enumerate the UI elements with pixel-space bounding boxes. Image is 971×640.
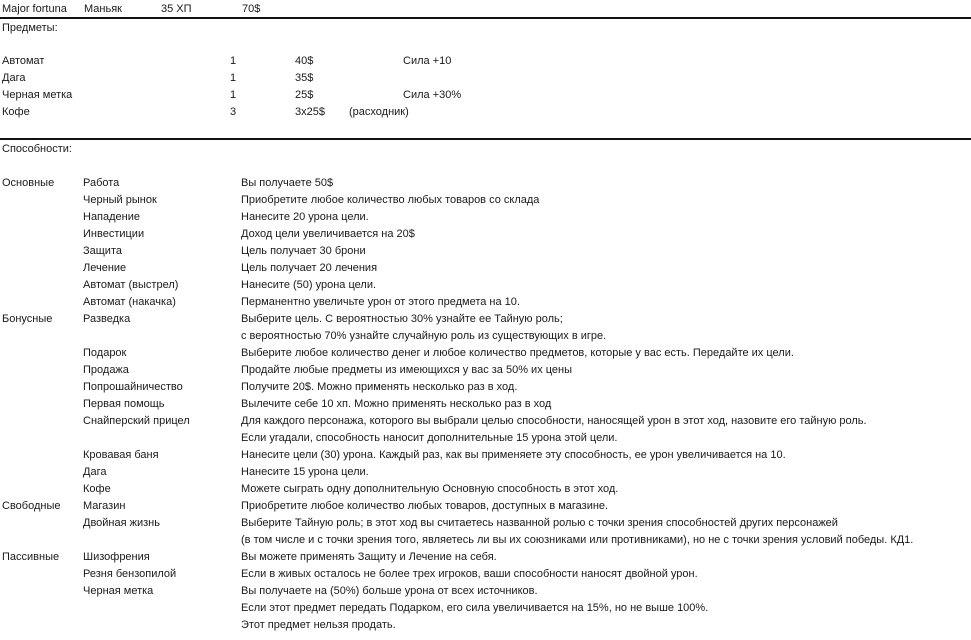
ability-description: Вы можете применять Защиту и Лечение на себя.	[241, 551, 497, 563]
ability-name: Черная метка	[83, 585, 154, 597]
ability-name: Шизофрения	[83, 551, 150, 563]
ability-row	[0, 311, 971, 328]
ability-row	[0, 294, 971, 311]
item-quantity: 3	[230, 106, 237, 118]
item-row	[0, 70, 971, 87]
ability-row	[0, 379, 971, 396]
item-price: 3x25$	[295, 106, 325, 118]
item-row	[0, 87, 971, 104]
item-quantity: 1	[230, 55, 237, 67]
ability-description: Если этот предмет передать Подарком, его сила увеличивается на 15%, но не выше 100%.	[241, 602, 709, 614]
ability-name: Дага	[83, 466, 107, 478]
ability-description: Можете сыграть одну дополнительную Основную способность в этот ход.	[241, 483, 619, 495]
ability-description: Цель получает 30 брони	[241, 245, 366, 257]
ability-description: Для каждого персонажа, которого вы выбрали целью способности, наносящей урон в этот ход, назовите его тайную роль.	[241, 415, 867, 427]
ability-category: Пассивные	[2, 551, 60, 563]
ability-description: Вылечите себе 10 хп. Можно применять несколько раз в ход	[241, 398, 552, 410]
ability-category: Основные	[2, 177, 55, 189]
ability-name: Разведка	[83, 313, 131, 325]
ability-description: Приобретите любое количество любых товаров со склада	[241, 194, 540, 206]
ability-row	[0, 192, 971, 209]
ability-description: Выберите Тайную роль; в этот ход вы считаетесь названной ролью с точки зрения способностей других персонажей	[241, 517, 838, 529]
ability-row	[0, 209, 971, 226]
ability-row	[0, 430, 971, 447]
ability-description: Вы получаете на (50%) больше урона от всех источников.	[241, 585, 538, 597]
ability-name: Снайперский прицел	[83, 415, 190, 427]
ability-row	[0, 413, 971, 430]
ability-name: Двойная жизнь	[83, 517, 160, 529]
ability-row	[0, 566, 971, 583]
ability-name: Магазин	[83, 500, 126, 512]
item-name: Черная метка	[2, 89, 73, 101]
ability-description: Доход цели увеличивается на 20$	[241, 228, 415, 240]
ability-name: Резня бензопилой	[83, 568, 177, 580]
item-note: (расходник)	[349, 106, 409, 118]
item-price: 25$	[295, 89, 314, 101]
item-price: 35$	[295, 72, 314, 84]
item-effect: Сила +30%	[403, 89, 462, 101]
ability-row	[0, 481, 971, 498]
ability-description: Выберите цель. С вероятностью 30% узнайте ее Тайную роль;	[241, 313, 563, 325]
item-row	[0, 104, 971, 121]
ability-description: Продайте любые предметы из имеющихся у вас за 50% их цены	[241, 364, 573, 376]
abilities-section-title: Способности:	[2, 143, 72, 155]
header-divider	[0, 17, 971, 19]
ability-name: Черный рынок	[83, 194, 157, 206]
ability-description: Нанесите цели (30) урона. Каждый раз, как вы применяете эту способность, ее урон увеличивается на 10.	[241, 449, 786, 461]
ability-name: Инвестиции	[83, 228, 145, 240]
ability-name: Кофе	[83, 483, 111, 495]
item-row	[0, 53, 971, 70]
ability-description: Вы получаете 50$	[241, 177, 334, 189]
item-quantity: 1	[230, 72, 237, 84]
ability-category: Бонусные	[2, 313, 53, 325]
character-name: Major fortuna	[2, 3, 67, 15]
ability-row	[0, 515, 971, 532]
ability-row	[0, 345, 971, 362]
ability-description: Этот предмет нельзя продать.	[241, 619, 396, 631]
ability-name: Защита	[83, 245, 122, 257]
items-divider	[0, 138, 971, 140]
ability-row	[0, 175, 971, 192]
item-name: Кофе	[2, 106, 30, 118]
ability-name: Лечение	[83, 262, 127, 274]
ability-name: Попрошайничество	[83, 381, 183, 393]
ability-row	[0, 532, 971, 549]
ability-row	[0, 583, 971, 600]
ability-name: Подарок	[83, 347, 127, 359]
ability-name: Автомат (выстрел)	[83, 279, 179, 291]
ability-row	[0, 447, 971, 464]
ability-name: Нападение	[83, 211, 141, 223]
item-name: Дага	[2, 72, 26, 84]
item-name: Автомат	[2, 55, 45, 67]
ability-description: Перманентно увеличьте урон от этого предмета на 10.	[241, 296, 520, 308]
character-role: Маньяк	[84, 3, 122, 15]
ability-description: Нанесите 15 урона цели.	[241, 466, 369, 478]
ability-description: Приобретите любое количество любых товаров, доступных в магазине.	[241, 500, 609, 512]
item-quantity: 1	[230, 89, 237, 101]
item-price: 40$	[295, 55, 314, 67]
character-hp: 35 ХП	[161, 3, 192, 15]
ability-row	[0, 549, 971, 566]
ability-description: (в том числе и с точки зрения того, являетесь ли вы их союзниками или противниками), но не с точки зрения условий победы. КД1.	[241, 534, 914, 546]
ability-name: Работа	[83, 177, 120, 189]
ability-name: Первая помощь	[83, 398, 165, 410]
ability-row	[0, 243, 971, 260]
ability-row	[0, 617, 971, 634]
ability-name: Кровавая баня	[83, 449, 159, 461]
ability-description: Нанесите (50) урона цели.	[241, 279, 377, 291]
ability-description: Если в живых осталось не более трех игроков, ваши способности наносят двойной урон.	[241, 568, 698, 580]
ability-row	[0, 226, 971, 243]
items-table	[0, 53, 971, 121]
ability-category: Свободные	[2, 500, 61, 512]
ability-description: Выберите любое количество денег и любое количество предметов, которые у вас есть. Передайте их цели.	[241, 347, 794, 359]
ability-name: Продажа	[83, 364, 129, 376]
ability-row	[0, 396, 971, 413]
ability-row	[0, 260, 971, 277]
ability-row	[0, 498, 971, 515]
character-money: 70$	[242, 3, 261, 15]
items-section-title: Предметы:	[2, 22, 58, 34]
ability-description: Получите 20$. Можно применять несколько раз в ход.	[241, 381, 518, 393]
ability-description: Нанесите 20 урона цели.	[241, 211, 369, 223]
ability-name: Автомат (накачка)	[83, 296, 176, 308]
ability-row	[0, 464, 971, 481]
character-header	[0, 0, 971, 17]
ability-row	[0, 362, 971, 379]
ability-description: с вероятностью 70% узнайте случайную роль из существующих в игре.	[241, 330, 607, 342]
abilities-table	[0, 175, 971, 634]
ability-description: Если угадали, способность наносит дополнительные 15 урона этой цели.	[241, 432, 618, 444]
ability-row	[0, 277, 971, 294]
ability-row	[0, 328, 971, 345]
ability-row	[0, 600, 971, 617]
item-effect: Сила +10	[403, 55, 452, 67]
ability-description: Цель получает 20 лечения	[241, 262, 378, 274]
